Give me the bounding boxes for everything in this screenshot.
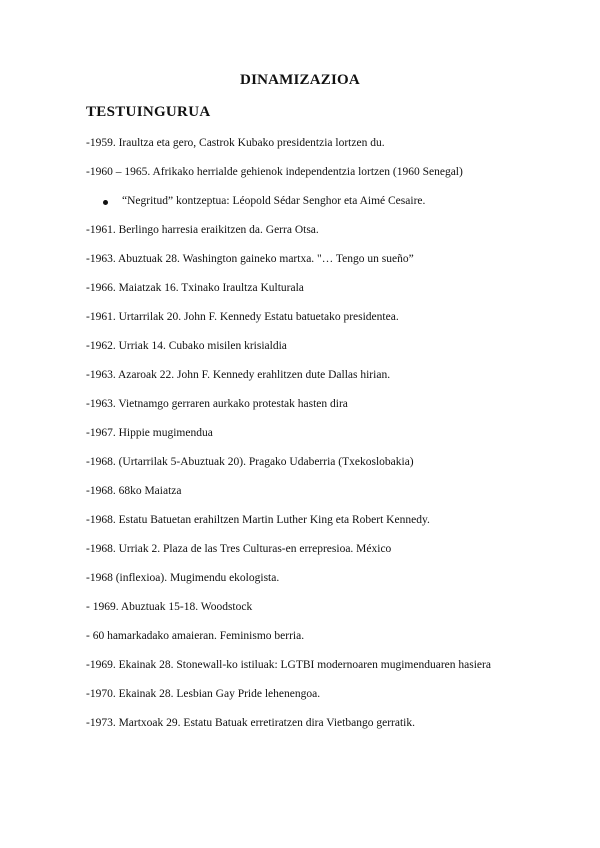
entry-text: -1959. Iraultza eta gero, Castrok Kubako presidentzia lortzen du. (86, 137, 385, 149)
timeline-entry (86, 427, 526, 440)
entry-text: -1963. Azaroak 22. John F. Kennedy erahlitzen dute Dallas hirian. (86, 369, 391, 381)
timeline-entry (86, 456, 526, 469)
entry-text: -1963. Abuztuak 28. Washington gaineko martxa. "… Tengo un sueño” (86, 253, 414, 265)
timeline-entry (86, 137, 526, 150)
entry-text: -1968. Estatu Batuetan erahiltzen Martin Luther King eta Robert Kennedy. (86, 514, 430, 526)
timeline-entry (86, 224, 526, 237)
timeline-entry (86, 282, 526, 295)
entry-text: “Negritud” kontzeptua: Léopold Sédar Senghor eta Aimé Cesaire. (122, 195, 426, 207)
entry-text: -1963. Vietnamgo gerraren aurkako protestak hasten dira (86, 398, 348, 410)
entry-text: -1969. Ekainak 28. Stonewall-ko istiluak: LGTBI modernoaren mugimenduaren hasiera (86, 659, 491, 671)
timeline-entry (86, 514, 526, 527)
timeline-entry (86, 485, 526, 498)
entry-text: -1973. Martxoak 29. Estatu Batuak erretiratzen dira Vietbango gerratik. (86, 717, 415, 729)
timeline-entry (86, 717, 526, 730)
timeline-entry (86, 572, 526, 585)
timeline-entry (86, 630, 526, 643)
timeline-entry (86, 398, 526, 411)
timeline-entry (86, 253, 526, 266)
bullet-item (86, 195, 526, 208)
timeline-entry (86, 340, 526, 353)
entry-text: -1970. Ekainak 28. Lesbian Gay Pride lehenengoa. (86, 688, 321, 700)
timeline-entry (86, 688, 526, 701)
timeline-entry (86, 659, 526, 672)
entry-text: -1962. Urriak 14. Cubako misilen krisialdia (86, 340, 287, 352)
entry-text: -1968. (Urtarrilak 5-Abuztuak 20). Pragako Udaberria (Txekoslobakia) (86, 456, 414, 468)
timeline-entry (86, 601, 526, 614)
entry-text: -1961. Urtarrilak 20. John F. Kennedy Estatu batuetako presidentea. (86, 311, 399, 323)
entry-text: -1968. 68ko Maiatza (86, 485, 182, 497)
timeline-list (86, 137, 526, 746)
entry-text: - 60 hamarkadako amaieran. Feminismo berria. (86, 630, 305, 642)
entry-text: -1966. Maiatzak 16. Txinako Iraultza Kulturala (86, 282, 304, 294)
entry-text: -1967. Hippie mugimendua (86, 427, 213, 439)
timeline-entry (86, 369, 526, 382)
timeline-entry (86, 166, 526, 179)
timeline-entry (86, 311, 526, 324)
entry-text: -1960 – 1965. Afrikako herrialde gehienok independentzia lortzen (1960 Senegal) (86, 166, 463, 178)
entry-text: - 1969. Abuztuak 15-18. Woodstock (86, 601, 253, 613)
entry-text: -1968. Urriak 2. Plaza de las Tres Culturas-en errepresioa. México (86, 543, 392, 555)
document-title: DINAMIZAZIOA (240, 72, 360, 88)
timeline-entry (86, 543, 526, 556)
entry-text: -1968 (inflexioa). Mugimendu ekologista. (86, 572, 280, 584)
entry-text: -1961. Berlingo harresia eraikitzen da. Gerra Otsa. (86, 224, 319, 236)
bullet-icon (103, 200, 108, 205)
section-heading: TESTUINGURUA (86, 104, 211, 120)
